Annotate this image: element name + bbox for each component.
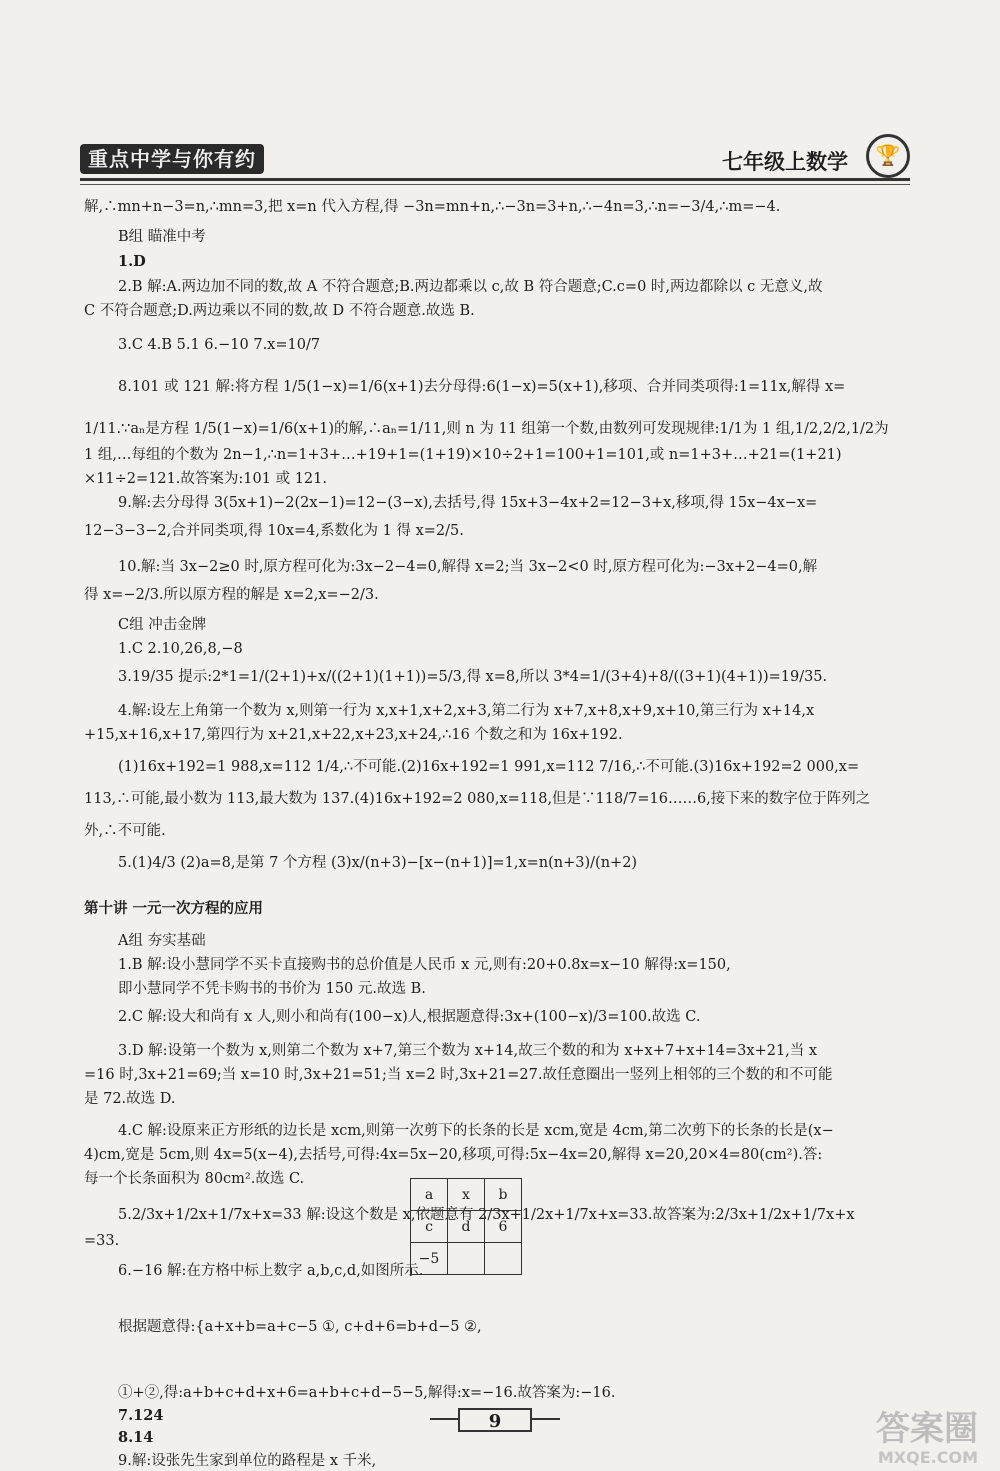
text-line: 3.D 解:设第一个数为 x,则第二个数为 x+7,第三个数为 x+14,故三个数的和为 x+x+7+x+14=3x+21,当 x: [118, 1043, 818, 1059]
text-line: 3.C 4.B 5.1 6.−10 7.x=10/7: [118, 337, 321, 353]
text-line: 得 x=−2/3.所以原方程的解是 x=2,x=−2/3.: [84, 587, 379, 603]
section-heading: C组 冲击金牌: [118, 617, 207, 633]
header-rule: [80, 178, 910, 181]
text-line: 1 组,…每组的个数为 2n−1,∴n=1+3+…+19+1=(1+19)×10÷2+1=100+1=101,或 n=1+3+…+21=(1+21): [84, 447, 842, 463]
text-line: 8.14: [118, 1429, 154, 1446]
text-line: 9.解:设张先生家到单位的路程是 x 千米,: [118, 1453, 377, 1469]
section-heading: B组 瞄准中考: [118, 229, 206, 245]
grade-title: 七年级上数学: [722, 150, 848, 174]
text-line: 12−3−3−2,合并同类项,得 10x=4,系数化为 1 得 x=2/5.: [84, 523, 464, 539]
text-line: 4.C 解:设原来正方形纸的边长是 xcm,则第一次剪下的长条的长是 xcm,宽是 4cm,第二次剪下的长条的长是(x−: [118, 1123, 834, 1139]
trophy-icon: 🏆: [866, 134, 910, 178]
section-heading: A组 夯实基础: [118, 933, 206, 949]
page-number-banner: [430, 1408, 560, 1434]
text-line: 10.解:当 3x−2≥0 时,原方程可化为:3x−2−4=0,解得 x=2;当 3x−2<0 时,原方程可化为:−3x+2−4=0,解: [118, 559, 818, 575]
grid-cell: c: [411, 1211, 448, 1243]
brand-banner: 重点中学与你有约: [80, 144, 264, 174]
grid-cell: b: [485, 1179, 522, 1211]
text-line: 5.2/3x+1/2x+1/7x+x=33 解:设这个数是 x,依题意有 2/3x+1/2x+1/7x+x=33.故答案为:2/3x+1/2x+1/7x+x: [118, 1207, 855, 1223]
watermark-url: MXQE.COM: [877, 1448, 978, 1467]
grid-cell: [448, 1243, 485, 1275]
grid-cell: a: [411, 1179, 448, 1211]
text-line: 1.D: [118, 253, 146, 270]
text-line: 外,∴不可能.: [84, 823, 166, 839]
text-line: 解,∴mn+n−3=n,∴mn=3,把 x=n 代入方程,得 −3n=mn+n,∴−3n=3+n,∴−4n=3,∴n=−3/4,∴m=−4.: [84, 199, 781, 215]
text-line: 1.C 2.10,26,8,−8: [118, 641, 243, 657]
grid-cell: d: [448, 1211, 485, 1243]
grid-cell: x: [448, 1179, 485, 1211]
text-line: 2.B 解:A.两边加不同的数,故 A 不符合题意;B.两边都乘以 c,故 B 符合题意;C.c=0 时,两边都除以 c 无意义,故: [118, 279, 823, 295]
grid-cell: −5: [411, 1243, 448, 1275]
text-line: 113,∴可能,最小数为 113,最大数为 137.(4)16x+192=2 080,x=118,但是∵118/7=16……6,接下来的数字位于阵列之: [84, 791, 871, 807]
grid-cell: [485, 1243, 522, 1275]
text-line: =16 时,3x+21=69;当 x=10 时,3x+21=51;当 x=2 时,3x+21=27.故任意圈出一竖列上相邻的三个数的和不可能: [84, 1067, 833, 1083]
grid-cell: 6: [485, 1211, 522, 1243]
equation-system: 根据题意得:{a+x+b=a+c−5 ①, c+d+6=b+d−5 ②,: [118, 1319, 482, 1335]
text-line: (1)16x+192=1 988,x=112 1/4,∴不可能.(2)16x+192=1 991,x=112 7/16,∴不可能.(3)16x+192=2 000,x=: [118, 759, 860, 775]
text-line: C 不符合题意;D.两边乘以不同的数,故 D 不符合题意.故选 B.: [84, 303, 475, 319]
number-grid: [410, 1178, 522, 1275]
text-line: 9.解:去分母得 3(5x+1)−2(2x−1)=12−(3−x),去括号,得 15x+3−4x+2=12−3+x,移项,得 15x−4x−x=: [118, 495, 818, 511]
text-line: 3.19/35 提示:2*1=1/(2+1)+x/((2+1)(1+1))=5/3,得 x=8,所以 3*4=1/(3+4)+8/((3+1)(4+1))=19/35.: [118, 669, 828, 685]
text-line: 即小慧同学不凭卡购书的书价为 150 元.故选 B.: [118, 981, 426, 997]
text-line: +15,x+16,x+17,第四行为 x+21,x+22,x+23,x+24,∴16 个数之和为 16x+192.: [84, 727, 623, 743]
text-line: 2.C 解:设大和尚有 x 人,则小和尚有(100−x)人,根据题意得:3x+(100−x)/3=100.故选 C.: [118, 1009, 701, 1025]
text-line: =33.: [84, 1233, 120, 1249]
text-line: 1.B 解:设小慧同学不买卡直接购书的总价值是人民币 x 元,则有:20+0.8x=x−10 解得:x=150,: [118, 957, 731, 973]
text-line: 4.解:设左上角第一个数为 x,则第一行为 x,x+1,x+2,x+3,第二行为 x+7,x+8,x+9,x+10,第三行为 x+14,x: [118, 703, 815, 719]
page-header: [80, 140, 910, 188]
text-line: 6.−16 解:在方格中标上数字 a,b,c,d,如图所示.: [118, 1263, 424, 1279]
text-line: 8.101 或 121 解:将方程 1/5(1−x)=1/6(x+1)去分母得:6(1−x)=5(x+1),移项、合并同类项得:1=11x,解得 x=: [118, 379, 846, 395]
watermark-logo: 答案圈: [876, 1409, 978, 1449]
page-number: 9: [458, 1408, 532, 1432]
ribbon-left: [430, 1418, 458, 1420]
text-line: 7.124: [118, 1407, 164, 1424]
text-line: ×11÷2=121.故答案为:101 或 121.: [84, 471, 327, 487]
text-line: ①+②,得:a+b+c+d+x+6=a+b+c+d−5−5,解得:x=−16.故答案为:−16.: [118, 1385, 616, 1401]
header-rule-thin: [80, 184, 910, 185]
lecture-title: 第十讲 一元一次方程的应用: [84, 901, 264, 917]
text-line: 每一个长条面积为 80cm².故选 C.: [84, 1171, 305, 1187]
text-line: 是 72.故选 D.: [84, 1091, 176, 1107]
text-line: 5.(1)4/3 (2)a=8,是第 7 个方程 (3)x/(n+3)−[x−(n+1)]=1,x=n(n+3)/(n+2): [118, 855, 638, 871]
ribbon-right: [532, 1418, 560, 1420]
text-line: 4)cm,宽是 5cm,则 4x=5(x−4),去括号,可得:4x=5x−20,移项,可得:5x−4x=20,解得 x=20,20×4=80(cm²).答:: [84, 1147, 823, 1163]
text-line: 1/11.∵aₙ是方程 1/5(1−x)=1/6(x+1)的解,∴aₙ=1/11,则 n 为 11 组第一个数,由数列可发现规律:1/1为 1 组,1/2,2/2,1/2为: [84, 421, 889, 437]
